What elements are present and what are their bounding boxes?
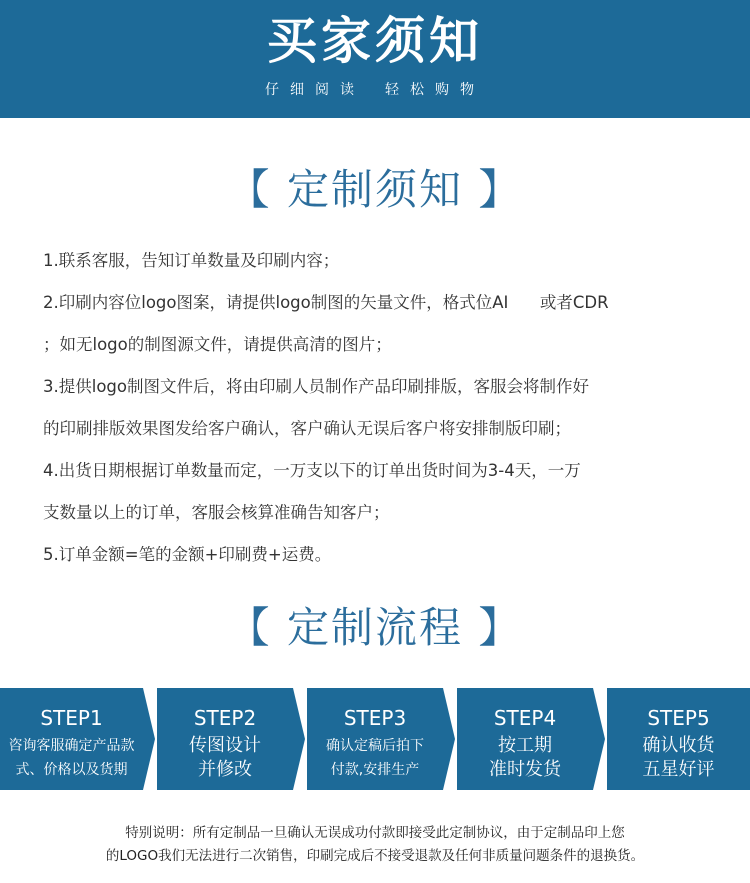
step-1-label: STEP1 bbox=[40, 706, 103, 730]
step-3-label: STEP3 bbox=[343, 706, 407, 730]
notice-line-1: 1.联系客服，告知订单数量及印刷内容； bbox=[43, 251, 340, 270]
subtitle-right: 轻松购物 bbox=[385, 82, 485, 98]
step-2-label: STEP2 bbox=[193, 706, 257, 730]
notice-line-8: 5.订单金额=笔的金额+印刷费+运费。 bbox=[43, 545, 332, 564]
step-5-line1: 确认收货 bbox=[642, 735, 715, 756]
notice-line-2: 2.印刷内容位logo图案，请提供logo制图的矢量文件，格式位AI 或者CDR bbox=[43, 293, 609, 312]
step-2 bbox=[157, 688, 293, 790]
step-1 bbox=[0, 688, 143, 790]
step-5 bbox=[607, 688, 750, 790]
step-5-label: STEP5 bbox=[647, 706, 710, 730]
notice-line-6: 4.出货日期根据订单数量而定，一万支以下的订单出货时间为3-4天，一万 bbox=[43, 461, 581, 480]
process-steps bbox=[0, 688, 750, 790]
step-5-line2: 五星好评 bbox=[642, 759, 715, 780]
notice-line-4: 3.提供logo制图文件后，将由印刷人员制作产品印刷排版，客服会将制作好 bbox=[43, 377, 589, 396]
step-3 bbox=[307, 688, 443, 790]
step-2-line1: 传图设计 bbox=[189, 735, 261, 756]
notice-section-title: 【 定制须知 】 bbox=[227, 165, 523, 214]
subtitle-left: 仔细阅读 bbox=[265, 82, 365, 98]
process-section-title: 【 定制流程 】 bbox=[227, 603, 523, 652]
step-3-line2: 付款,安排生产 bbox=[330, 762, 420, 778]
notice-line-7: 支数量以上的订单，客服会核算准确告知客户； bbox=[43, 503, 390, 522]
footer-line-2: 的LOGO我们无法进行二次销售，印刷完成后不接受退款及任何非质量问题条件的退换货。 bbox=[105, 848, 645, 864]
notice-line-5: 的印刷排版效果图发给客户确认，客户确认无误后客户将安排制版印刷； bbox=[43, 419, 571, 438]
footer-line-1: 特别说明：所有定制品一旦确认无误成功付款即接受此定制协议，由于定制品印上您 bbox=[125, 825, 625, 841]
step-4-line1: 按工期 bbox=[498, 735, 552, 756]
step-4 bbox=[457, 688, 593, 790]
step-1-line1: 咨询客服确定产品款 bbox=[8, 738, 135, 754]
page-title: 买家须知 bbox=[267, 12, 483, 70]
step-1-line2: 式、价格以及货期 bbox=[15, 762, 128, 778]
step-2-line2: 并修改 bbox=[198, 759, 252, 780]
footer-note bbox=[0, 822, 750, 868]
step-3-line1: 确认定稿后拍下 bbox=[326, 738, 424, 754]
step-2-arrow bbox=[293, 688, 305, 790]
step-3-arrow bbox=[443, 688, 455, 790]
notice-line-3: ；如无logo的制图源文件，请提供高清的图片； bbox=[43, 335, 392, 354]
step-4-label: STEP4 bbox=[493, 706, 557, 730]
step-4-arrow bbox=[593, 688, 605, 790]
step-1-arrow bbox=[143, 688, 155, 790]
notice-list bbox=[43, 240, 733, 576]
header-subtitle bbox=[0, 80, 750, 100]
header-banner bbox=[0, 0, 750, 118]
step-4-line2: 准时发货 bbox=[489, 759, 561, 780]
